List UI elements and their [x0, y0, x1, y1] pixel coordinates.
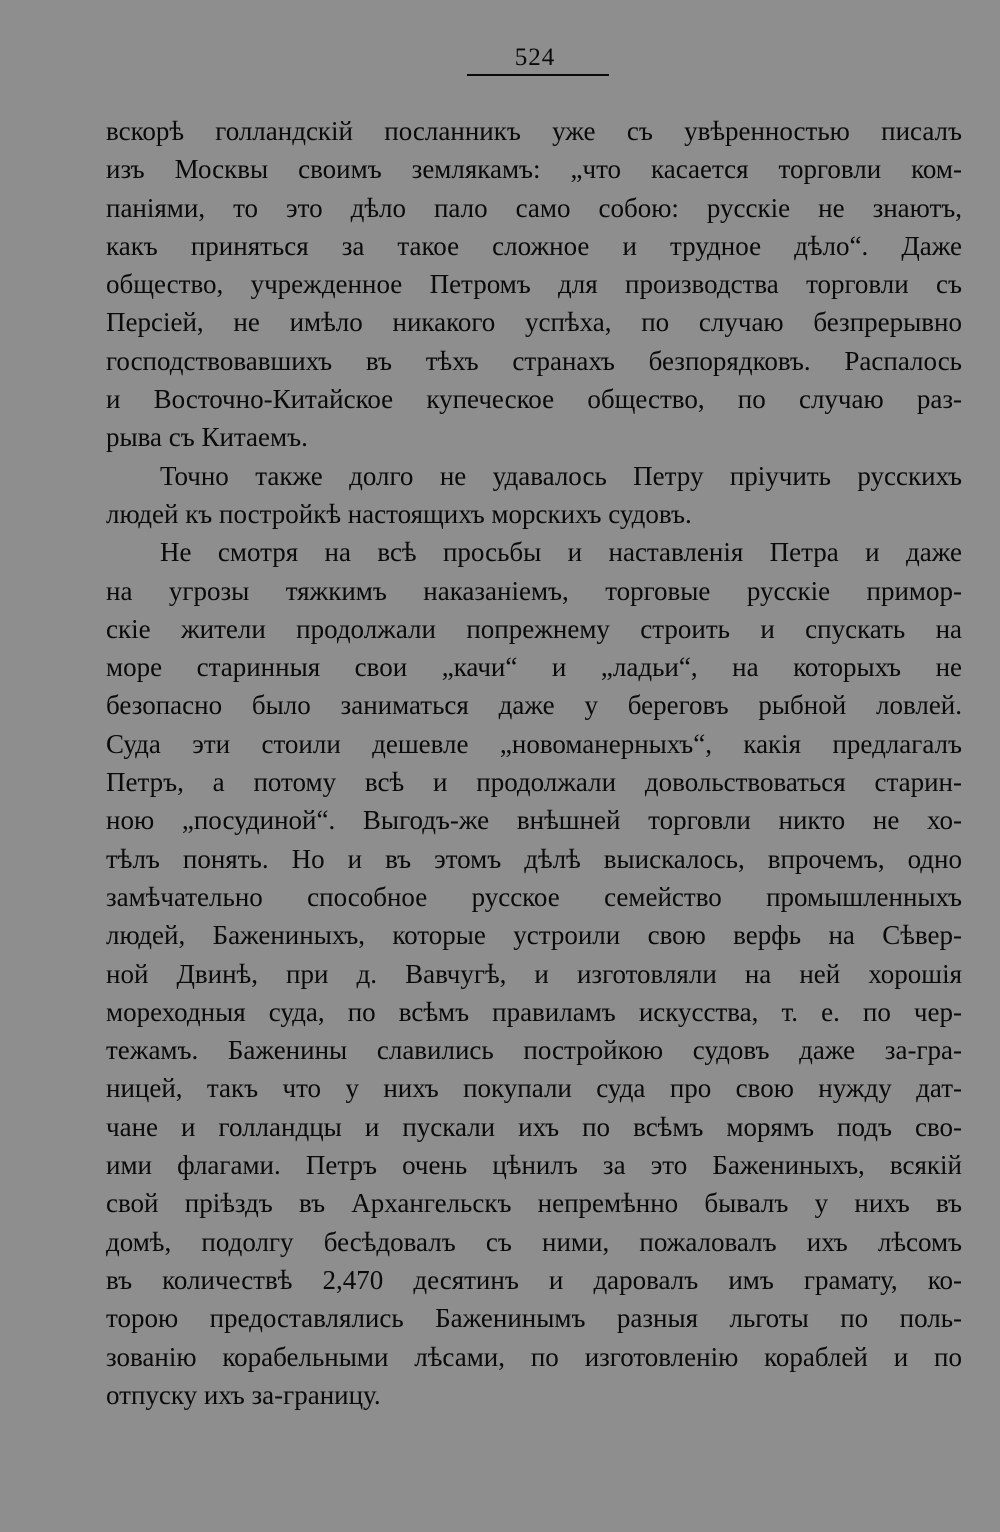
text-line: Персіей, не имѣло никакого успѣха, по случаю безпрерывно	[106, 307, 962, 338]
text-line: и Восточно-Китайское купеческое общество, по случаю раз-	[106, 384, 962, 415]
text-line: отпуску ихъ за-границу.	[106, 1379, 381, 1410]
text-line: изъ Москвы своимъ землякамъ: „что касается торговли ком-	[106, 154, 962, 185]
text-line: домѣ, подолгу бесѣдовалъ съ ними, пожаловалъ ихъ лѣсомъ	[106, 1226, 962, 1257]
text-line: на угрозы тяжкимъ наказаніемъ, торговые русскіе примор-	[106, 575, 962, 606]
text-line: вскорѣ голландскій посланникъ уже съ увѣренностью писалъ	[106, 116, 962, 146]
text-line: торою предоставлялись Баженинымъ разныя льготы по поль-	[106, 1303, 962, 1334]
text-line: мореходныя суда, по всѣмъ правиламъ искусства, т. е. по чер-	[106, 996, 962, 1027]
text-line: ими флагами. Петръ очень цѣнилъ за это Бажениныхъ, всякій	[106, 1150, 962, 1181]
text-line: Петръ, а потому всѣ и продолжали довольствоваться старин-	[106, 767, 962, 798]
text-line: Суда эти стоили дешевле „новоманерныхъ“, какія предлагалъ	[106, 728, 962, 759]
text-line: рыва съ Китаемъ.	[106, 422, 308, 453]
text-line: ною „посудиной“. Выгодъ-же внѣшней торговли никто не хо-	[106, 805, 962, 836]
text-line: тежамъ. Баженины славились постройкою судовъ даже за-гра-	[106, 1035, 962, 1066]
text-line: тѣлъ понять. Но и въ этомъ дѣлѣ выискалось, впрочемъ, одно	[106, 843, 962, 874]
text-line: замѣчательно способное русское семейство промышленныхъ	[106, 881, 962, 912]
text-line: чане и голландцы и пускали ихъ по всѣмъ морямъ подъ сво-	[106, 1111, 962, 1142]
text-line: ной Двинѣ, при д. Вавчугѣ, и изготовляли на ней хорошія	[106, 958, 962, 989]
page-number: 524	[514, 44, 556, 71]
text-line: Не смотря на всѣ просьбы и наставленія Петра и даже	[160, 537, 962, 568]
text-line: море старинныя свои „качи“ и „ладьи“, на которыхъ не	[106, 652, 962, 683]
text-line: какъ приняться за такое сложное и трудное дѣло“. Даже	[106, 230, 962, 261]
text-line: людей къ постройкѣ настоящихъ морскихъ судовъ.	[106, 498, 692, 529]
text-line: скіе жители продолжали попрежнему строить и спускать на	[106, 613, 962, 644]
text-line: общество, учрежденное Петромъ для производства торговли съ	[106, 269, 962, 300]
text-line: людей, Бажениныхъ, которые устроили свою верфь на Сѣвер-	[106, 920, 962, 951]
text-line: въ количествѣ 2,470 десятинъ и даровалъ имъ грамату, ко-	[106, 1264, 962, 1295]
text-line: Точно также долго не удавалось Петру пріучить русскихъ	[160, 460, 962, 491]
body-text	[106, 112, 962, 1414]
text-line: зованію корабельными лѣсами, по изготовленію кораблей и по	[106, 1341, 962, 1372]
page-number-rule	[467, 74, 609, 76]
text-line: ницей, такъ что у нихъ покупали суда про свою нужду дат-	[106, 1073, 962, 1104]
text-line: паніями, то это дѣло пало само собою: русскіе не знаютъ,	[106, 192, 962, 223]
text-line: господствовавшихъ въ тѣхъ странахъ безпорядковъ. Распалось	[106, 345, 962, 376]
text-line: безопасно было заниматься даже у береговъ рыбной ловлей.	[106, 690, 962, 721]
text-line: свой пріѣздъ въ Архангельскъ непремѣнно бывалъ у нихъ въ	[106, 1188, 962, 1219]
